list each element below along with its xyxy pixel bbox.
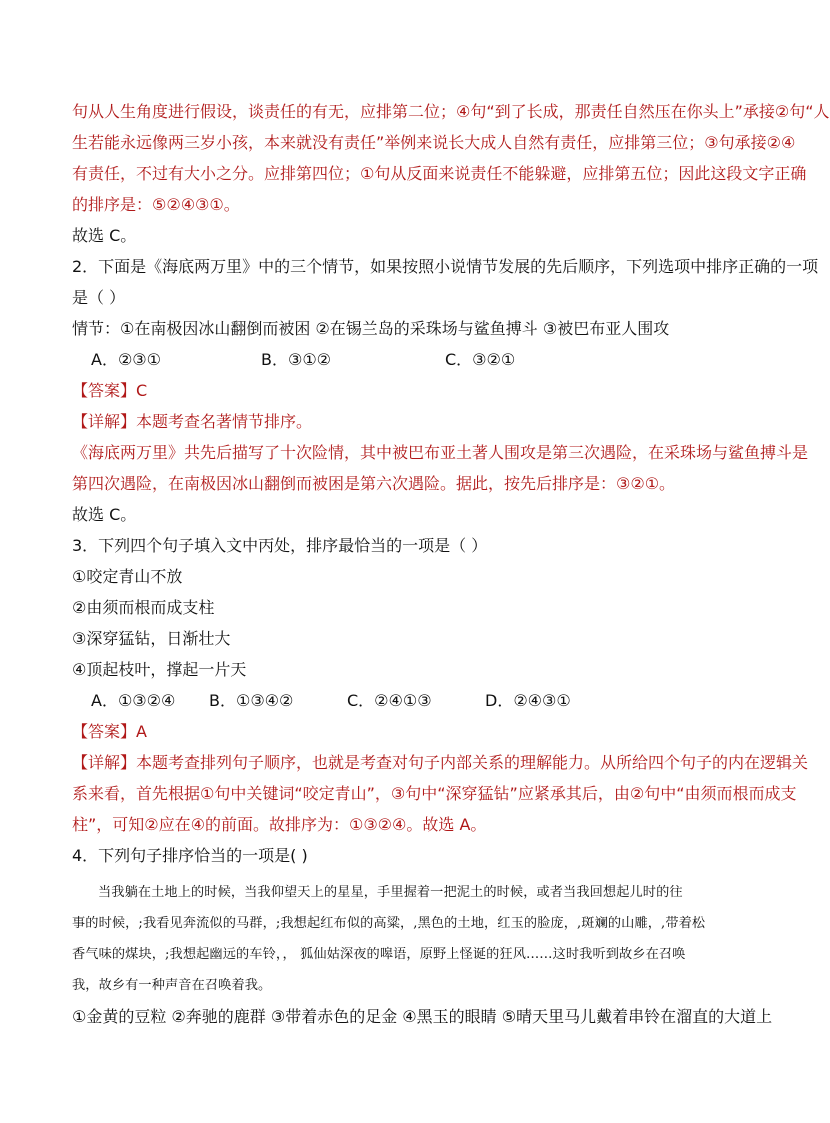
passage-line: 香气味的煤块，;我想起幽远的车铃，， 狐仙姑深夜的嗥语，原野上怪诞的狂风……这时我听到故乡在召唤	[72, 947, 686, 962]
q3-options	[72, 685, 724, 716]
q3-detail-line: 系来看，首先根据①句中关键词“咬定青山”，③句中“深穿猛钻”应紧承其后，由②句中“由须而根而成支	[72, 784, 797, 803]
q4-stem: 4．下列句子排序恰当的一项是( )	[72, 846, 308, 865]
explanation-line: 句从人生角度进行假设，谈责任的有无，应排第二位；④句“到了长成，那责任自然压在你头上”承接②句“人	[72, 102, 830, 121]
detail-tag: 【详解】	[72, 753, 137, 772]
explanation-line: 的排序是：⑤②④③①。	[72, 195, 240, 214]
explanation-line: 有责任，不过有大小之分。应排第四位；①句从反面来说责任不能躲避，应排第五位；因此这段文字正确	[72, 164, 807, 183]
q3-sentence: ④顶起枝叶，撑起一片天	[72, 660, 247, 679]
page-content	[72, 96, 830, 1032]
q2-stem: 2．下面是《海底两万里》中的三个情节，如果按照小说情节发展的先后顺序，下列选项中排序正确的一项	[72, 257, 819, 276]
q2-stem-cont: 是（ ）	[72, 288, 126, 307]
question-3	[72, 530, 809, 840]
question-2	[72, 251, 819, 530]
q2-option-a: A．②③①	[91, 350, 161, 369]
passage-line: 事的时候，;我看见奔流似的马群，;我想起红布似的高粱，,黑色的土地，红玉的脸庞，,斑斓的山雕，,带着松	[72, 916, 706, 931]
explanation-line: 生若能永远像两三岁小孩，本来就没有责任”举例来说长大成人自然有责任，应排第三位；③句承接②④	[72, 133, 796, 152]
q2-detail	[72, 406, 724, 437]
q3-sentence: ①咬定青山不放	[72, 567, 183, 586]
q3-option-b: B．①③④②	[209, 691, 294, 710]
q3-option-d: D．②④③①	[485, 691, 571, 710]
detail-text: 本题考查名著情节排序。	[136, 412, 313, 431]
q4-passage	[72, 877, 724, 1001]
q1-conclusion: 故选 C。	[72, 226, 137, 245]
q3-sentence: ②由须而根而成支柱	[72, 598, 215, 617]
q2-plot: 情节：①在南极因冰山翻倒而被困 ②在锡兰岛的采珠场与鲨鱼搏斗 ③被巴布亚人围攻	[72, 319, 670, 338]
answer-tag: 【答案】	[72, 381, 137, 400]
q3-sentence: ③深穿猛钻，日渐壮大	[72, 629, 231, 648]
q3-stem: 3．下列四个句子填入文中丙处，排序最恰当的一项是（ ）	[72, 536, 488, 555]
q3-detail	[72, 747, 809, 778]
answer-value: C	[136, 381, 148, 400]
q4-items: ①金黄的豆粒 ②奔驰的鹿群 ③带着赤色的足金 ④黑玉的眼睛 ⑤晴天里马儿戴着串铃在溜直的大道上	[72, 1007, 773, 1026]
q3-detail-line: 柱”，可知②应在④的前面。故排序为：①③②④。故选 A。	[72, 815, 487, 834]
q3-answer	[72, 716, 724, 747]
q2-answer	[72, 375, 724, 406]
detail-tag: 【详解】	[72, 412, 137, 431]
q2-options	[72, 344, 724, 375]
q3-option-c: C．②④①③	[347, 691, 432, 710]
q2-conclusion: 故选 C。	[72, 505, 137, 524]
answer-value: A	[136, 722, 147, 741]
q2-explanation-line: 第四次遇险，在南极因冰山翻倒而被困是第六次遇险。据此，按先后排序是：③②①。	[72, 474, 676, 493]
q3-option-a: A．①③②④	[91, 691, 176, 710]
question-4	[72, 840, 773, 1032]
q2-option-c: C．③②①	[445, 350, 516, 369]
passage-line: 当我躺在土地上的时候，当我仰望天上的星星，手里握着一把泥土的时候，或者当我回想起儿时的往	[98, 885, 683, 900]
q2-explanation-line: 《海底两万里》共先后描写了十次险情，其中被巴布亚土著人围攻是第三次遇险，在采珠场与鲨鱼搏斗是	[72, 443, 809, 462]
detail-text: 本题考查排列句子顺序，也就是考查对句子内部关系的理解能力。从所给四个句子的内在逻辑关	[136, 753, 809, 772]
answer-tag: 【答案】	[72, 722, 137, 741]
q2-option-b: B．③①②	[261, 350, 332, 369]
q1-explanation	[72, 96, 830, 251]
passage-line: 我，故乡有一种声音在召唤着我。	[72, 978, 272, 993]
